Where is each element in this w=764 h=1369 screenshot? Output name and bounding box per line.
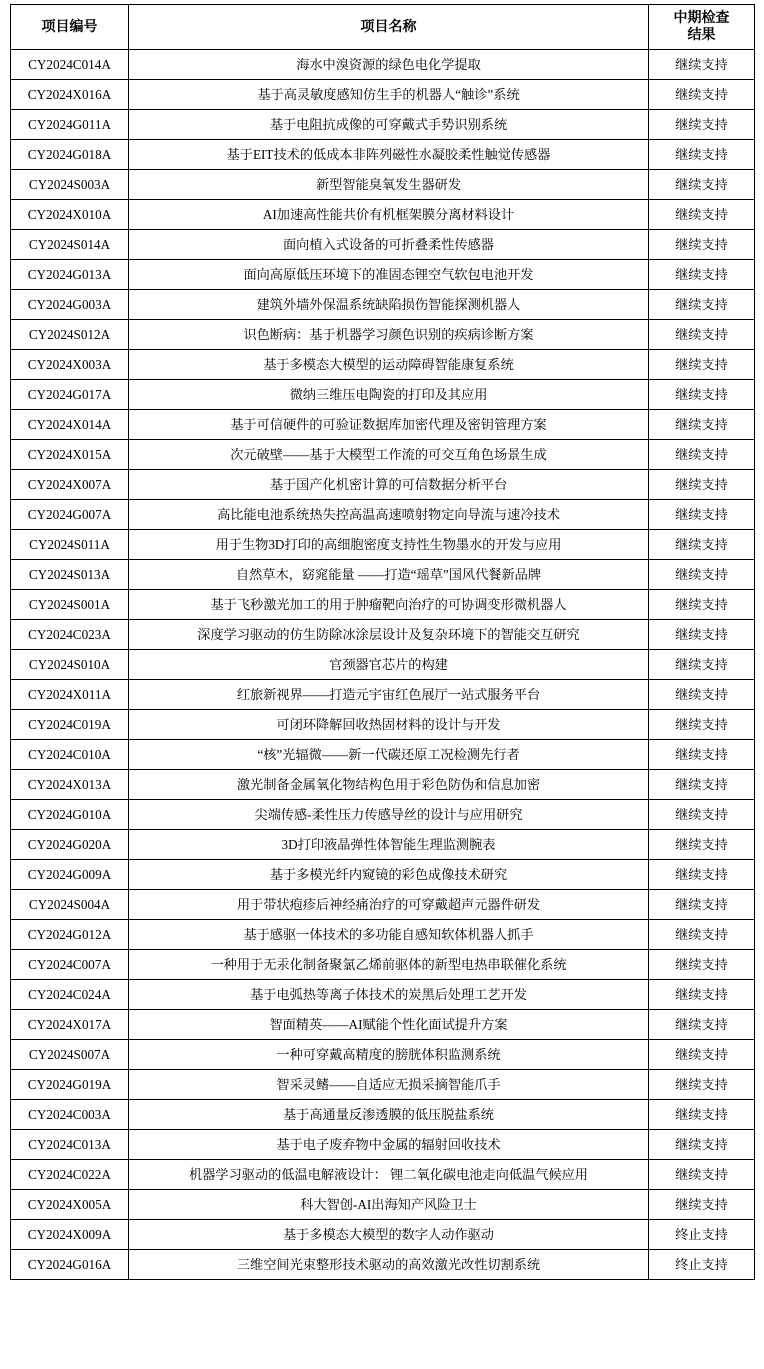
cell-project-code: CY2024G012A <box>11 920 129 950</box>
table-body <box>11 50 755 1280</box>
table-row <box>11 710 755 740</box>
cell-project-name: 基于可信硬件的可验证数据库加密代理及密钥管理方案 <box>129 410 649 440</box>
table-row <box>11 1250 755 1280</box>
header-result-label-line2: 结果 <box>687 28 716 43</box>
cell-project-code: CY2024G009A <box>11 860 129 890</box>
cell-project-code: CY2024X017A <box>11 1010 129 1040</box>
cell-project-code: CY2024G020A <box>11 830 129 860</box>
cell-project-name: 官颈器官芯片的构建 <box>129 650 649 680</box>
cell-project-code: CY2024S003A <box>11 170 129 200</box>
cell-project-name: 基于感驱一体技术的多功能自感知软体机器人抓手 <box>129 920 649 950</box>
cell-review-result: 继续支持 <box>649 380 755 410</box>
cell-project-name: 智面精英——AI赋能个性化面试提升方案 <box>129 1010 649 1040</box>
cell-review-result: 继续支持 <box>649 350 755 380</box>
cell-review-result: 继续支持 <box>649 110 755 140</box>
cell-project-name: 基于多模光纤内窥镜的彩色成像技术研究 <box>129 860 649 890</box>
table-row <box>11 800 755 830</box>
cell-project-name: 高比能电池系统热失控高温高速喷射物定向导流与速冷技术 <box>129 500 649 530</box>
cell-project-code: CY2024C010A <box>11 740 129 770</box>
cell-project-name: 基于EIT技术的低成本非阵列磁性水凝胶柔性触觉传感器 <box>129 140 649 170</box>
header-result <box>649 5 755 50</box>
cell-review-result: 继续支持 <box>649 410 755 440</box>
table-row <box>11 1130 755 1160</box>
table-row <box>11 500 755 530</box>
cell-project-name: 三维空间光束整形技术驱动的高效激光改性切割系统 <box>129 1250 649 1280</box>
table-row <box>11 80 755 110</box>
cell-project-name: 用于生物3D打印的高细胞密度支持性生物墨水的开发与应用 <box>129 530 649 560</box>
cell-project-code: CY2024S012A <box>11 320 129 350</box>
table-row <box>11 410 755 440</box>
cell-review-result: 继续支持 <box>649 1190 755 1220</box>
table-row <box>11 290 755 320</box>
cell-review-result: 继续支持 <box>649 560 755 590</box>
cell-project-code: CY2024C024A <box>11 980 129 1010</box>
cell-project-code: CY2024G019A <box>11 1070 129 1100</box>
table-header <box>11 5 755 50</box>
cell-project-code: CY2024X011A <box>11 680 129 710</box>
cell-project-code: CY2024S001A <box>11 590 129 620</box>
table-row <box>11 1160 755 1190</box>
cell-project-code: CY2024S007A <box>11 1040 129 1070</box>
cell-project-code: CY2024C003A <box>11 1100 129 1130</box>
cell-review-result: 继续支持 <box>649 140 755 170</box>
cell-review-result: 继续支持 <box>649 860 755 890</box>
cell-project-name: 3D打印液晶弹性体智能生理监测腕表 <box>129 830 649 860</box>
table-row <box>11 50 755 80</box>
table-row <box>11 320 755 350</box>
table-row <box>11 1010 755 1040</box>
table-row <box>11 380 755 410</box>
table-row <box>11 920 755 950</box>
cell-project-name: 机器学习驱动的低温电解液设计： 锂二氧化碳电池走向低温气候应用 <box>129 1160 649 1190</box>
cell-project-name: 基于多模态大模型的运动障碍智能康复系统 <box>129 350 649 380</box>
table-row <box>11 830 755 860</box>
table-row <box>11 1190 755 1220</box>
cell-project-code: CY2024X013A <box>11 770 129 800</box>
cell-review-result: 继续支持 <box>649 950 755 980</box>
cell-review-result: 继续支持 <box>649 770 755 800</box>
cell-project-name: 识色断病：基于机器学习颜色识别的疾病诊断方案 <box>129 320 649 350</box>
header-result-label-line1: 中期检查 <box>673 11 730 26</box>
cell-project-name: 海水中溴资源的绿色电化学提取 <box>129 50 649 80</box>
cell-project-name: 基于飞秒激光加工的用于肿瘤靶向治疗的可协调变形微机器人 <box>129 590 649 620</box>
cell-review-result: 继续支持 <box>649 620 755 650</box>
table-row <box>11 200 755 230</box>
cell-project-name: 科大智创-AI出海知产风险卫士 <box>129 1190 649 1220</box>
cell-review-result: 终止支持 <box>649 1250 755 1280</box>
cell-project-name: 基于高通量反渗透膜的低压脱盐系统 <box>129 1100 649 1130</box>
cell-project-code: CY2024S004A <box>11 890 129 920</box>
cell-project-code: CY2024G013A <box>11 260 129 290</box>
cell-project-name: 建筑外墙外保温系统缺陷损伤智能探测机器人 <box>129 290 649 320</box>
header-code <box>11 5 129 50</box>
cell-review-result: 继续支持 <box>649 1130 755 1160</box>
table-row <box>11 860 755 890</box>
cell-project-name: 一种可穿戴高精度的膀胱体积监测系统 <box>129 1040 649 1070</box>
cell-project-code: CY2024C007A <box>11 950 129 980</box>
cell-project-name: 新型智能臭氧发生器研发 <box>129 170 649 200</box>
cell-project-code: CY2024C014A <box>11 50 129 80</box>
cell-project-code: CY2024X014A <box>11 410 129 440</box>
table-row <box>11 950 755 980</box>
cell-project-code: CY2024G017A <box>11 380 129 410</box>
cell-project-code: CY2024C013A <box>11 1130 129 1160</box>
cell-review-result: 继续支持 <box>649 1100 755 1130</box>
cell-review-result: 继续支持 <box>649 530 755 560</box>
cell-project-code: CY2024S014A <box>11 230 129 260</box>
cell-project-code: CY2024G010A <box>11 800 129 830</box>
cell-project-code: CY2024G003A <box>11 290 129 320</box>
cell-project-code: CY2024C022A <box>11 1160 129 1190</box>
table-row <box>11 680 755 710</box>
table-row <box>11 440 755 470</box>
cell-review-result: 继续支持 <box>649 320 755 350</box>
cell-project-name: AI加速高性能共价有机框架膜分离材料设计 <box>129 200 649 230</box>
cell-project-name: 面向植入式设备的可折叠柔性传感器 <box>129 230 649 260</box>
table-row <box>11 170 755 200</box>
cell-review-result: 继续支持 <box>649 830 755 860</box>
table-row <box>11 1100 755 1130</box>
cell-review-result: 继续支持 <box>649 500 755 530</box>
cell-project-name: 自然草木，窈窕能量 ——打造“瑶草”国风代餐新品牌 <box>129 560 649 590</box>
cell-review-result: 继续支持 <box>649 50 755 80</box>
cell-project-code: CY2024X010A <box>11 200 129 230</box>
table-row <box>11 110 755 140</box>
table-row <box>11 590 755 620</box>
cell-review-result: 继续支持 <box>649 170 755 200</box>
table-row <box>11 890 755 920</box>
cell-review-result: 继续支持 <box>649 1160 755 1190</box>
cell-review-result: 继续支持 <box>649 230 755 260</box>
cell-project-name: 用于带状疱疹后神经痛治疗的可穿戴超声元器件研发 <box>129 890 649 920</box>
cell-project-name: 基于多模态大模型的数字人动作驱动 <box>129 1220 649 1250</box>
table-row <box>11 230 755 260</box>
cell-project-name: 基于电子废弃物中金属的辐射回收技术 <box>129 1130 649 1160</box>
cell-project-name: “核”光辐微——新一代碳还原工况检测先行者 <box>129 740 649 770</box>
cell-project-name: 基于电阻抗成像的可穿戴式手势识别系统 <box>129 110 649 140</box>
cell-project-code: CY2024X007A <box>11 470 129 500</box>
cell-review-result: 终止支持 <box>649 1220 755 1250</box>
header-name <box>129 5 649 50</box>
table-row <box>11 1070 755 1100</box>
table-row <box>11 650 755 680</box>
table-row <box>11 350 755 380</box>
cell-project-name: 次元破壁——基于大模型工作流的可交互角色场景生成 <box>129 440 649 470</box>
table-row <box>11 530 755 560</box>
cell-review-result: 继续支持 <box>649 920 755 950</box>
cell-project-code: CY2024X009A <box>11 1220 129 1250</box>
cell-project-code: CY2024G018A <box>11 140 129 170</box>
cell-review-result: 继续支持 <box>649 890 755 920</box>
table-row <box>11 1040 755 1070</box>
table-row <box>11 560 755 590</box>
cell-project-code: CY2024X003A <box>11 350 129 380</box>
cell-project-name: 面向高原低压环境下的准固态锂空气软包电池开发 <box>129 260 649 290</box>
table-row <box>11 140 755 170</box>
table-row <box>11 1220 755 1250</box>
cell-project-code: CY2024X015A <box>11 440 129 470</box>
cell-project-code: CY2024S013A <box>11 560 129 590</box>
table-header-row <box>11 5 755 50</box>
cell-review-result: 继续支持 <box>649 740 755 770</box>
header-name-label: 项目名称 <box>360 19 417 35</box>
cell-review-result: 继续支持 <box>649 260 755 290</box>
cell-project-code: CY2024G011A <box>11 110 129 140</box>
cell-project-code: CY2024X005A <box>11 1190 129 1220</box>
cell-project-name: 尖端传感-柔性压力传感导丝的设计与应用研究 <box>129 800 649 830</box>
cell-project-name: 激光制备金属氧化物结构色用于彩色防伪和信息加密 <box>129 770 649 800</box>
cell-project-name: 可闭环降解回收热固材料的设计与开发 <box>129 710 649 740</box>
cell-review-result: 继续支持 <box>649 800 755 830</box>
cell-review-result: 继续支持 <box>649 200 755 230</box>
cell-project-code: CY2024X016A <box>11 80 129 110</box>
cell-review-result: 继续支持 <box>649 710 755 740</box>
cell-review-result: 继续支持 <box>649 470 755 500</box>
cell-review-result: 继续支持 <box>649 290 755 320</box>
cell-review-result: 继续支持 <box>649 590 755 620</box>
cell-review-result: 继续支持 <box>649 1010 755 1040</box>
cell-project-name: 智采灵鳍——自适应无损采摘智能爪手 <box>129 1070 649 1100</box>
cell-project-name: 基于国产化机密计算的可信数据分析平台 <box>129 470 649 500</box>
cell-project-code: CY2024G007A <box>11 500 129 530</box>
table-row <box>11 740 755 770</box>
cell-review-result: 继续支持 <box>649 680 755 710</box>
cell-review-result: 继续支持 <box>649 80 755 110</box>
table-row <box>11 980 755 1010</box>
cell-project-name: 微纳三维压电陶瓷的打印及其应用 <box>129 380 649 410</box>
table-row <box>11 470 755 500</box>
cell-review-result: 继续支持 <box>649 980 755 1010</box>
project-table <box>10 4 755 1280</box>
cell-review-result: 继续支持 <box>649 650 755 680</box>
cell-project-name: 红旅新视界——打造元宇宙红色展厅一站式服务平台 <box>129 680 649 710</box>
cell-project-name: 一种用于无汞化制备聚氯乙烯前驱体的新型电热串联催化系统 <box>129 950 649 980</box>
cell-review-result: 继续支持 <box>649 440 755 470</box>
cell-project-code: CY2024C023A <box>11 620 129 650</box>
cell-project-code: CY2024S011A <box>11 530 129 560</box>
cell-project-code: CY2024S010A <box>11 650 129 680</box>
table-row <box>11 260 755 290</box>
cell-project-name: 深度学习驱动的仿生防除冰涂层设计及复杂环境下的智能交互研究 <box>129 620 649 650</box>
cell-project-name: 基于高灵敏度感知仿生手的机器人“触诊”系统 <box>129 80 649 110</box>
header-code-label: 项目编号 <box>41 19 98 35</box>
table-row <box>11 770 755 800</box>
cell-project-code: CY2024G016A <box>11 1250 129 1280</box>
cell-review-result: 继续支持 <box>649 1040 755 1070</box>
cell-project-code: CY2024C019A <box>11 710 129 740</box>
table-row <box>11 620 755 650</box>
cell-review-result: 继续支持 <box>649 1070 755 1100</box>
cell-project-name: 基于电弧热等离子体技术的炭黑后处理工艺开发 <box>129 980 649 1010</box>
